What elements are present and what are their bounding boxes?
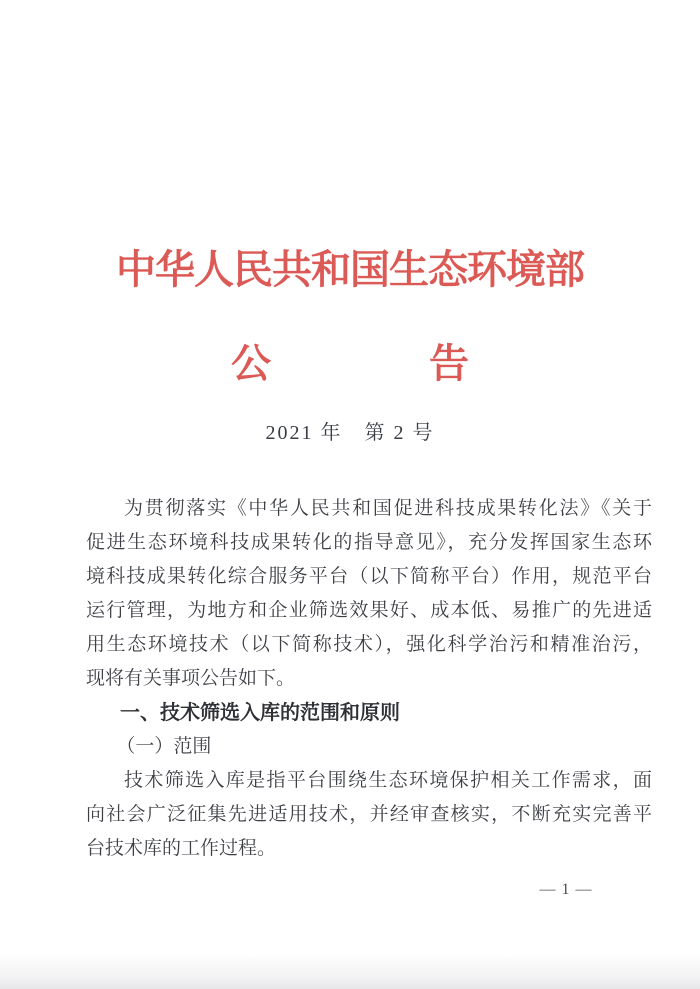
document-body <box>86 492 652 866</box>
paragraph-2 <box>86 764 652 866</box>
announcement-char-gong: 公 <box>231 341 271 386</box>
paragraph-1 <box>86 492 652 696</box>
announcement-heading <box>0 332 700 389</box>
text-line: 现将有关事项公告如下。 <box>86 668 296 689</box>
issue-number-line: 2021 年 第 2 号 <box>265 422 435 444</box>
text-line: 促进生态环境科技成果转化的指导意见》，充分发挥国家生态环 <box>86 532 652 553</box>
section-1-heading: 一、技术筛选入库的范围和原则 <box>120 702 400 724</box>
text-line: 向社会广泛征集先进适用技术，并经审查核实，不断充实完善平 <box>86 804 652 825</box>
document-title: 中华人民共和国生态环境部 <box>116 247 584 292</box>
announcement-char-gao: 告 <box>429 341 469 386</box>
text-line: 运行管理，为地方和企业筛选效果好、成本低、易推广的先进适 <box>86 600 652 621</box>
text-line: 为贯彻落实《中华人民共和国促进科技成果转化法》《关于 <box>124 498 652 519</box>
text-line: 用生态环境技术（以下简称技术），强化科学治污和精准治污， <box>86 634 652 655</box>
text-line: 境科技成果转化综合服务平台（以下简称平台）作用，规范平台 <box>86 566 652 587</box>
page-number: — 1 — <box>539 881 593 898</box>
text-line: 技术筛选入库是指平台围绕生态环境保护相关工作需求，面 <box>124 770 652 791</box>
subsection-1-heading: （一）范围 <box>116 736 212 757</box>
text-line: 台技术库的工作过程。 <box>86 838 277 859</box>
